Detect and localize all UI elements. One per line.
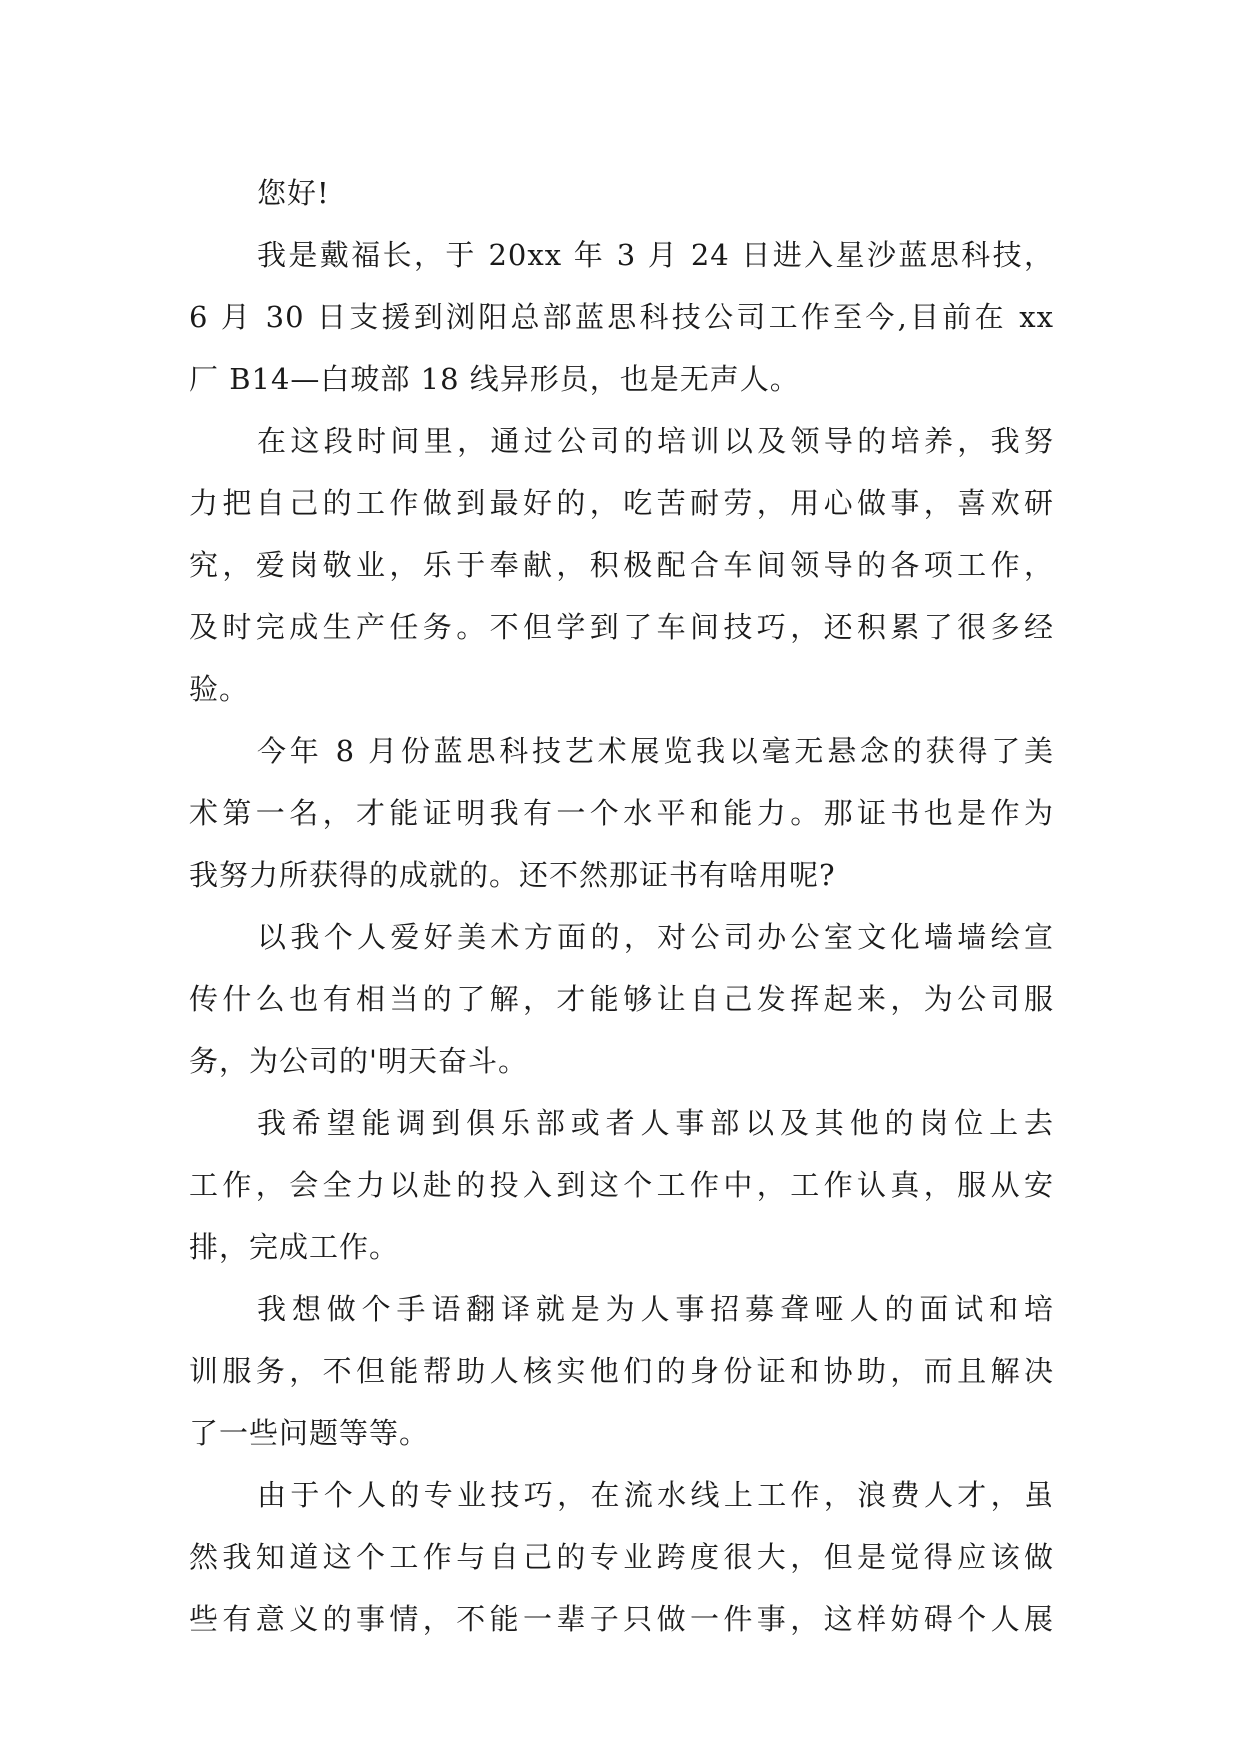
text-line: 排，完成工作。 [189,1230,400,1264]
text-line: 传什么也有相当的了解，才能够让自己发挥起来，为公司服 [189,982,1054,1016]
text-line: 6 月 30 日支援到浏阳总部蓝思科技公司工作至今,目前在 xx [189,300,1054,334]
paragraph-art-hobby [189,906,1054,1092]
text-line: 工作，会全力以赴的投入到这个工作中，工作认真，服从安 [189,1168,1054,1202]
text-line: 以我个人爱好美术方面的，对公司办公室文化墙墙绘宣 [257,920,1054,954]
text-line: 今年 8 月份蓝思科技艺术展览我以毫无悬念的获得了美 [257,734,1054,768]
text-line: 及时完成生产任务。不但学到了车间技巧，还积累了很多经 [189,610,1054,644]
text-line: 我希望能调到俱乐部或者人事部以及其他的岗位上去 [257,1106,1054,1140]
text-line: 训服务，不但能帮助人核实他们的身份证和协助，而且解决 [189,1354,1054,1388]
text-line: 究，爱岗敬业，乐于奉献，积极配合车间领导的各项工作， [189,548,1054,582]
paragraph-sign-language [189,1278,1054,1464]
text-line: 我努力所获得的成就的。还不然那证书有啥用呢? [189,858,836,892]
text-line: 了一些问题等等。 [189,1416,430,1450]
text-line: 务，为公司的'明天奋斗。 [189,1044,528,1078]
text-line: 我想做个手语翻译就是为人事招募聋哑人的面试和培 [257,1292,1054,1326]
text-line: 力把自己的工作做到最好的，吃苦耐劳，用心做事，喜欢研 [189,486,1054,520]
text-line: 厂 B14—白玻部 18 线异形员，也是无声人。 [189,362,800,396]
text-line: 些有意义的事情，不能一辈子只做一件事，这样妨碍个人展 [189,1602,1054,1636]
text-line: 验。 [189,672,250,706]
letter-body [189,162,1054,1650]
text-line: 由于个人的专业技巧，在流水线上工作，浪费人才，虽 [257,1478,1054,1512]
text-line: 我是戴福长，于 20xx 年 3 月 24 日进入星沙蓝思科技， [257,238,1054,272]
text-line: 术第一名，才能证明我有一个水平和能力。那证书也是作为 [189,796,1054,830]
paragraph-reason [189,1464,1054,1650]
paragraph-work-experience [189,410,1054,720]
paragraph-transfer-request [189,1092,1054,1278]
paragraph-art-award [189,720,1054,906]
text-line: 然我知道这个工作与自己的专业跨度很大，但是觉得应该做 [189,1540,1054,1574]
text-line: 您好! [257,176,330,210]
text-line: 在这段时间里，通过公司的培训以及领导的培养，我努 [257,424,1054,458]
paragraph-introduction [189,224,1054,410]
paragraph-greeting [189,162,1054,224]
